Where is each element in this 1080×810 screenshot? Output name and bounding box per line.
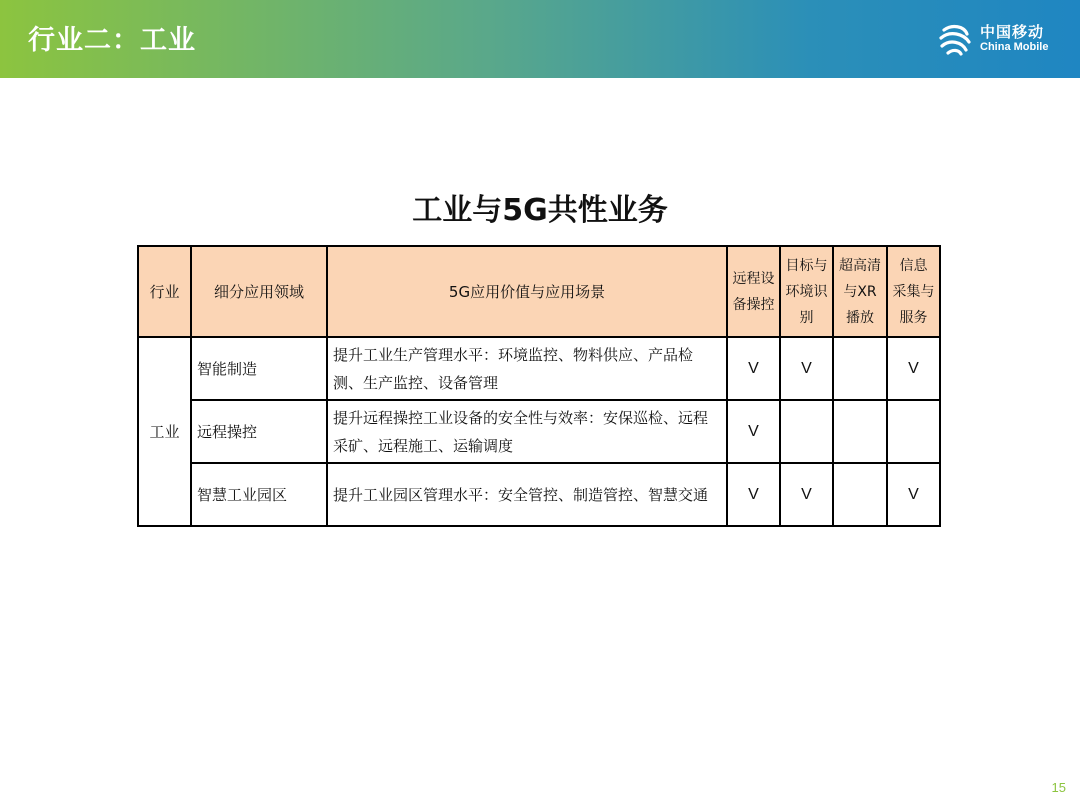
slide-title: 工业与5G共性业务 <box>412 193 668 228</box>
header-xr-line: 与XR <box>843 283 877 300</box>
section-title: 行业二：工业 <box>28 25 196 56</box>
header-remote-line: 远程设 <box>732 270 775 287</box>
scene-cell: 提升远程操控工业设备的安全性与效率：安保巡检、远程采矿、远程施工、运输调度 <box>327 400 727 463</box>
page-number: 15 <box>1051 780 1066 795</box>
check-cell: V <box>780 337 833 400</box>
domain-cell: 智能制造 <box>191 337 327 400</box>
header-bar <box>0 0 1080 78</box>
scene-cell: 提升工业园区管理水平：安全管控、制造管控、智慧交通 <box>327 463 727 526</box>
table-row <box>138 400 940 463</box>
check-cell <box>887 400 940 463</box>
table-row <box>138 337 940 400</box>
header-domain: 细分应用领域 <box>191 246 327 337</box>
header-target-line: 环境识 <box>785 283 828 300</box>
industry-cell: 工业 <box>138 337 191 526</box>
brand-name-en: China Mobile <box>980 41 1049 53</box>
header-info-line: 采集与 <box>892 283 935 300</box>
business-matrix-table <box>137 245 941 527</box>
header-xr-line: 播放 <box>846 309 874 326</box>
domain-cell: 远程操控 <box>191 400 327 463</box>
header-target-recognition <box>780 246 833 337</box>
header-xr-line: 超高清 <box>839 257 881 274</box>
check-cell <box>833 337 887 400</box>
check-cell <box>780 400 833 463</box>
header-target-line: 别 <box>799 309 814 326</box>
brand-name-cn: 中国移动 <box>980 23 1045 41</box>
header-scene: 5G应用价值与应用场景 <box>327 246 727 337</box>
check-cell: V <box>780 463 833 526</box>
scene-cell: 提升工业生产管理水平：环境监控、物料供应、产品检测、生产监控、设备管理 <box>327 337 727 400</box>
header-info-line: 服务 <box>899 309 928 326</box>
table-row <box>138 463 940 526</box>
header-industry: 行业 <box>138 246 191 337</box>
check-cell: V <box>727 400 780 463</box>
header-info-line: 信息 <box>899 257 928 274</box>
table-header-row <box>138 246 940 337</box>
header-remote-control <box>727 246 780 337</box>
header-info-service <box>887 246 940 337</box>
check-cell: V <box>727 463 780 526</box>
brand-logo <box>936 20 1076 60</box>
header-remote-line: 备操控 <box>732 296 775 313</box>
check-cell <box>833 463 887 526</box>
check-cell: V <box>887 337 940 400</box>
header-target-line: 目标与 <box>785 257 828 274</box>
check-cell <box>833 400 887 463</box>
china-mobile-logo-icon <box>936 20 974 58</box>
check-cell: V <box>727 337 780 400</box>
check-cell: V <box>887 463 940 526</box>
domain-cell: 智慧工业园区 <box>191 463 327 526</box>
header-uhd-xr <box>833 246 887 337</box>
